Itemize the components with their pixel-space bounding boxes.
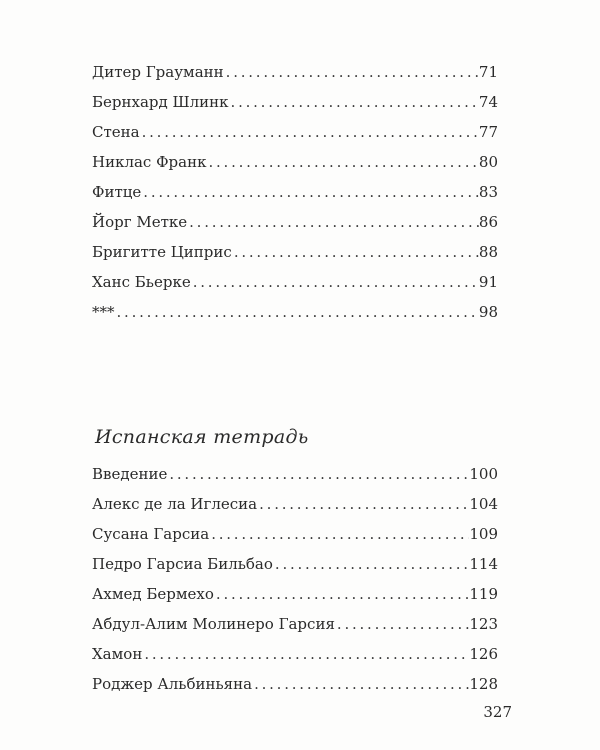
toc-entry-title: Алекс де ла Иглесиа — [92, 495, 258, 513]
dot-leader — [214, 583, 469, 605]
toc-entry-title: Никлас Франк — [92, 153, 207, 171]
dot-leader — [142, 643, 469, 665]
toc-entry-title: Ханс Бьерке — [92, 273, 191, 291]
toc-entry-title: Роджер Альбиньяна — [92, 675, 253, 693]
toc-entry — [92, 643, 498, 673]
dot-leader — [167, 463, 469, 485]
dot-leader — [206, 151, 478, 173]
toc-entry-title: Бригитте Циприс — [92, 243, 232, 261]
dot-leader — [335, 613, 469, 635]
toc-entry-title: Ахмед Бермехо — [92, 585, 214, 603]
toc-entry — [92, 613, 498, 643]
toc-entry-title: Йорг Метке — [92, 213, 188, 231]
toc-entry — [92, 523, 498, 553]
toc-entry — [92, 301, 498, 331]
toc-entry-page: 98 — [478, 303, 498, 321]
toc-entry-page: 91 — [478, 273, 498, 291]
toc-entry — [92, 241, 498, 271]
toc-entry — [92, 91, 498, 121]
toc-entry-title: Абдул-Алим Молинеро Гарсия — [92, 615, 335, 633]
dot-leader — [140, 121, 479, 143]
toc-entry-title: Стена — [92, 123, 140, 141]
toc-entry-title: Фитце — [92, 183, 142, 201]
toc-entry-page: 74 — [478, 93, 498, 111]
toc-entry-title: Хамон — [92, 645, 143, 663]
toc-entry-page: 80 — [478, 153, 498, 171]
toc-entry — [92, 271, 498, 301]
toc-entry-title: Сусана Гарсиа — [92, 525, 210, 543]
toc-entry — [92, 673, 498, 703]
toc-entry-title: Дитер Грауманн — [92, 63, 224, 81]
toc-list-top — [92, 61, 498, 331]
dot-leader — [252, 673, 469, 695]
toc-entry-page: 83 — [478, 183, 498, 201]
toc-entry-title: *** — [92, 303, 115, 321]
dot-leader — [224, 61, 479, 83]
toc-entry-page: 77 — [478, 123, 498, 141]
toc-entry-page: 88 — [478, 243, 498, 261]
toc-entry — [92, 151, 498, 181]
dot-leader — [229, 91, 479, 113]
toc-entry — [92, 553, 498, 583]
dot-leader — [257, 493, 469, 515]
toc-entry — [92, 493, 498, 523]
toc-entry-page: 114 — [469, 555, 498, 573]
toc-entry-page: 100 — [469, 465, 498, 483]
dot-leader — [187, 211, 479, 233]
toc-entry-page: 109 — [469, 525, 498, 543]
page-number: 327 — [483, 703, 512, 721]
dot-leader — [273, 553, 469, 575]
dot-leader — [232, 241, 479, 263]
toc-entry — [92, 121, 498, 151]
toc-entry-page: 119 — [469, 585, 498, 603]
toc-entry — [92, 463, 498, 493]
toc-entry-page: 126 — [469, 645, 498, 663]
toc-entry-page: 123 — [469, 615, 498, 633]
toc-entry — [92, 61, 498, 91]
toc-entry-page: 71 — [478, 63, 498, 81]
toc-entry-title: Введение — [92, 465, 168, 483]
toc-entry-title: Бернхард Шлинк — [92, 93, 229, 111]
toc-entry-page: 104 — [469, 495, 498, 513]
dot-leader — [115, 301, 479, 323]
section-heading: Испанская тетрадь — [95, 426, 309, 448]
dot-leader — [141, 181, 479, 203]
toc-entry — [92, 181, 498, 211]
toc-entry — [92, 583, 498, 613]
toc-entry-page: 128 — [469, 675, 498, 693]
toc-entry-page: 86 — [478, 213, 498, 231]
toc-entry-title: Педро Гарсиа Бильбао — [92, 555, 273, 573]
toc-list-bottom — [92, 463, 498, 703]
toc-entry — [92, 211, 498, 241]
dot-leader — [191, 271, 479, 293]
dot-leader — [209, 523, 469, 545]
